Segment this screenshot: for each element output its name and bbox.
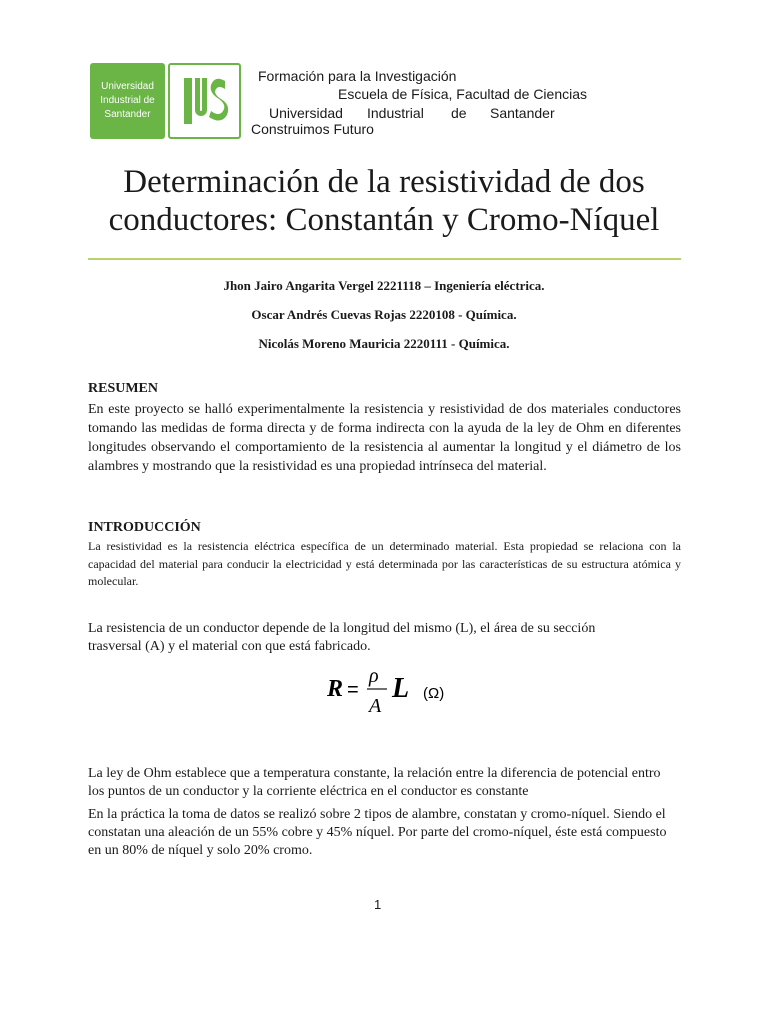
document-title	[60, 163, 708, 239]
title-divider	[88, 258, 681, 260]
eq-equals: =	[347, 679, 359, 701]
header-line-3-w1: Universidad	[269, 105, 343, 121]
header-line-4: Construimos Futuro	[251, 121, 374, 137]
intro-paragraph-3: La ley de Ohm establece que a temperatura constante, la relación entre la diferencia de potencial entro los puntos de un conductor y la corriente eléctrica en el conductor es constante	[88, 766, 661, 799]
uis-logo	[168, 63, 241, 139]
header-line-1: Formación para la Investigación	[258, 68, 457, 84]
eq-numerator: ρ	[369, 665, 379, 687]
university-logo	[90, 63, 165, 139]
eq-unit: (Ω)	[423, 685, 445, 702]
logo-line-1: Universidad	[101, 81, 154, 92]
header-line-2: Escuela de Física, Facultad de Ciencias	[338, 86, 588, 102]
resumen-body: En este proyecto se halló experimentalmente la resistencia y resistividad de dos materiales conductores tomando las medidas de forma directa y de forma indirecta con la ayuda de la ley de Ohm en diferentes longitudes observando el comportamiento de la resistencia al aumentar la longitud y el diámetro de los alambres y mostrando que la resistividad es una propiedad intrínseca del material.	[88, 402, 681, 474]
intro-paragraph-1: La resistividad es la resistencia eléctrica específica de un determinado material. Esta propiedad se relaciona con la capacidad del material para conducir la electricidad y está determinada por las características de su estructura atómica y molecular.	[88, 539, 681, 588]
eq-factor: L	[392, 673, 410, 704]
resumen-heading: RESUMEN	[88, 381, 159, 396]
header-line-3-w3: de	[451, 105, 467, 121]
logo-line-2: Industrial de	[100, 95, 155, 106]
header-line-3-w2: Industrial	[367, 105, 424, 121]
introduccion-heading: INTRODUCCIÓN	[88, 520, 201, 535]
page-number: 1	[374, 897, 382, 912]
eq-denominator: A	[369, 695, 382, 717]
resistance-equation	[325, 663, 445, 719]
uis-emblem-icon	[170, 65, 239, 137]
title-line-2: conductores: Constantán y Cromo-Níquel	[108, 202, 660, 238]
intro-paragraph-2: La resistencia de un conductor depende de la longitud del mismo (L), el área de su sección trasversal (A) y el material con que está fabricado.	[88, 621, 596, 654]
author-1: Jhon Jairo Angarita Vergel 2221118 – Ingeniería eléctrica.	[223, 278, 545, 293]
intro-paragraph-4: En la práctica la toma de datos se realizó sobre 2 tipos de alambre, constatan y cromo-níquel. Siendo el constatan una aleación de un 55% cobre y 45% níquel. Por parte del cromo-níquel, éste está compuesto en un 80% de níquel y solo 20% cromo.	[88, 807, 667, 858]
logo-line-3: Santander	[104, 109, 151, 120]
eq-lhs: R	[327, 676, 344, 702]
title-line-1: Determinación de la resistividad de dos	[123, 164, 645, 200]
author-3: Nicolás Moreno Mauricia 2220111 - Química.	[258, 336, 510, 351]
header-line-3-w4: Santander	[490, 105, 555, 121]
author-2: Oscar Andrés Cuevas Rojas 2220108 - Química.	[251, 307, 517, 322]
